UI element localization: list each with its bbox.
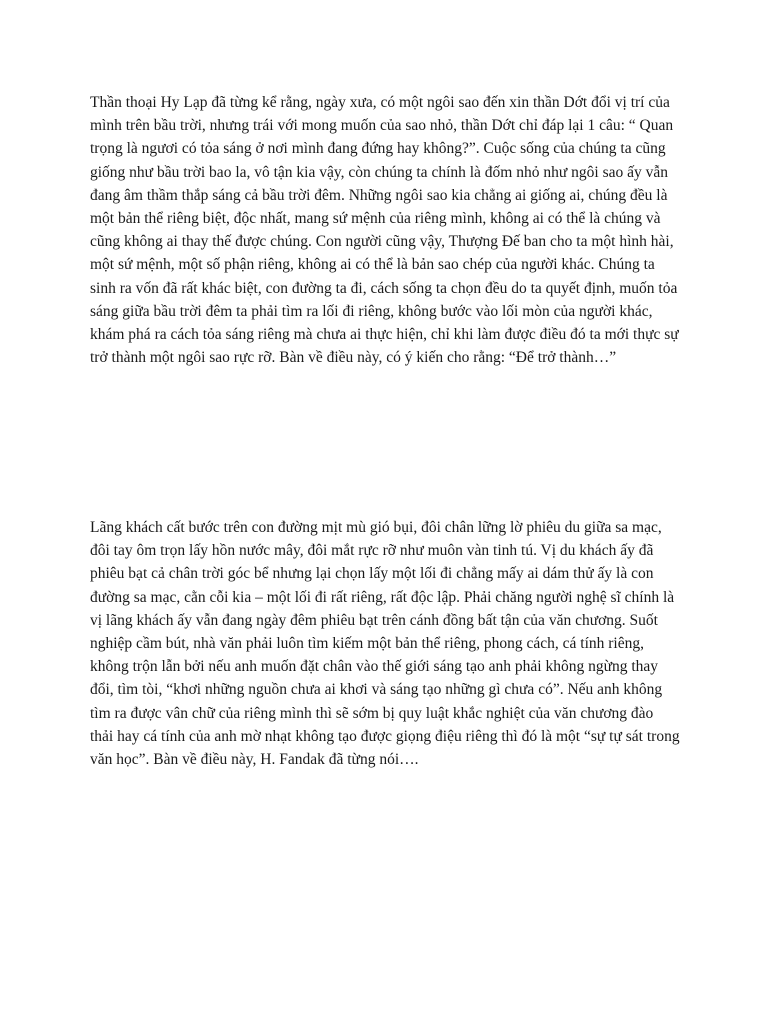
paragraph-1: Thần thoại Hy Lạp đã từng kể rằng, ngày xưa, có một ngôi sao đến xin thần Dớt đổi vị trí của mình trên bầu trời, nhưng trái với mong muốn của sao nhỏ, thần Dớt chỉ đáp lại 1 câu: “ Quan trọng là ngươi có tỏa sáng ở nơi mình đang đứng hay không?”. Cuộc sống của chúng ta cũng giống như bầu trời bao la, vô tận kia vậy, còn chúng ta chính là đốm nhỏ như ngôi sao ấy vẫn đang âm thầm thắp sáng cả bầu trời đêm. Những ngôi sao kia chẳng ai giống ai, chúng đều là một bản thể riêng biệt, độc nhất, mang sứ mệnh của riêng mình, không ai có thể là chúng và cũng không ai thay thế được chúng. Con người cũng vậy, Thượng Đế ban cho ta một hình hài, một sứ mệnh, một số phận riêng, không ai có thể là bản sao chép của người khác. Chúng ta sinh ra vốn đã rất khác biệt, con đường ta đi, cách sống ta chọn đều do ta quyết định, muốn tỏa sáng giữa bầu trời đêm ta phải tìm ra lối đi riêng, không bước vào lối mòn của người khác, khám phá ra cách tỏa sáng riêng mà chưa ai thực hiện, chỉ khi làm được điều đó ta mới thực sự trở thành một ngôi sao rực rỡ. Bàn về điều này, có ý kiến cho rằng: “Để trở thành…” xyxy=(90,94,679,367)
paragraph-2: Lãng khách cất bước trên con đường mịt mù gió bụi, đôi chân lững lờ phiêu du giữa sa mạc, đôi tay ôm trọn lấy hồn nước mây, đôi mắt rực rỡ như muôn vàn tinh tú. Vị du khách ấy đã phiêu bạt cả chân trời góc bể nhưng lại chọn lấy một lối đi chẳng mấy ai dám thử ấy là con đường sa mạc, cằn cỗi kia – một lối đi rất riêng, rất độc lập. Phải chăng người nghệ sĩ chính là vị lãng khách ấy vẫn đang ngày đêm phiêu bạt trên cánh đồng bất tận của văn chương. Suốt nghiệp cầm bút, nhà văn phải luôn tìm kiếm một bản thể riêng, phong cách, cá tính riêng, không trộn lẫn bởi nếu anh muốn đặt chân vào thế giới sáng tạo anh phải không ngừng thay đổi, tìm tòi, “khơi những nguồn chưa ai khơi và sáng tạo những gì chưa có”. Nếu anh không tìm ra được vân chữ của riêng mình thì sẽ sớm bị quy luật khắc nghiệt của văn chương đào thải hay cá tính của anh mờ nhạt không tạo được giọng điệu riêng thì đó là một “sự tự sát trong văn học”. Bàn về điều này, H. Fandak đã từng nói…. xyxy=(90,519,680,769)
